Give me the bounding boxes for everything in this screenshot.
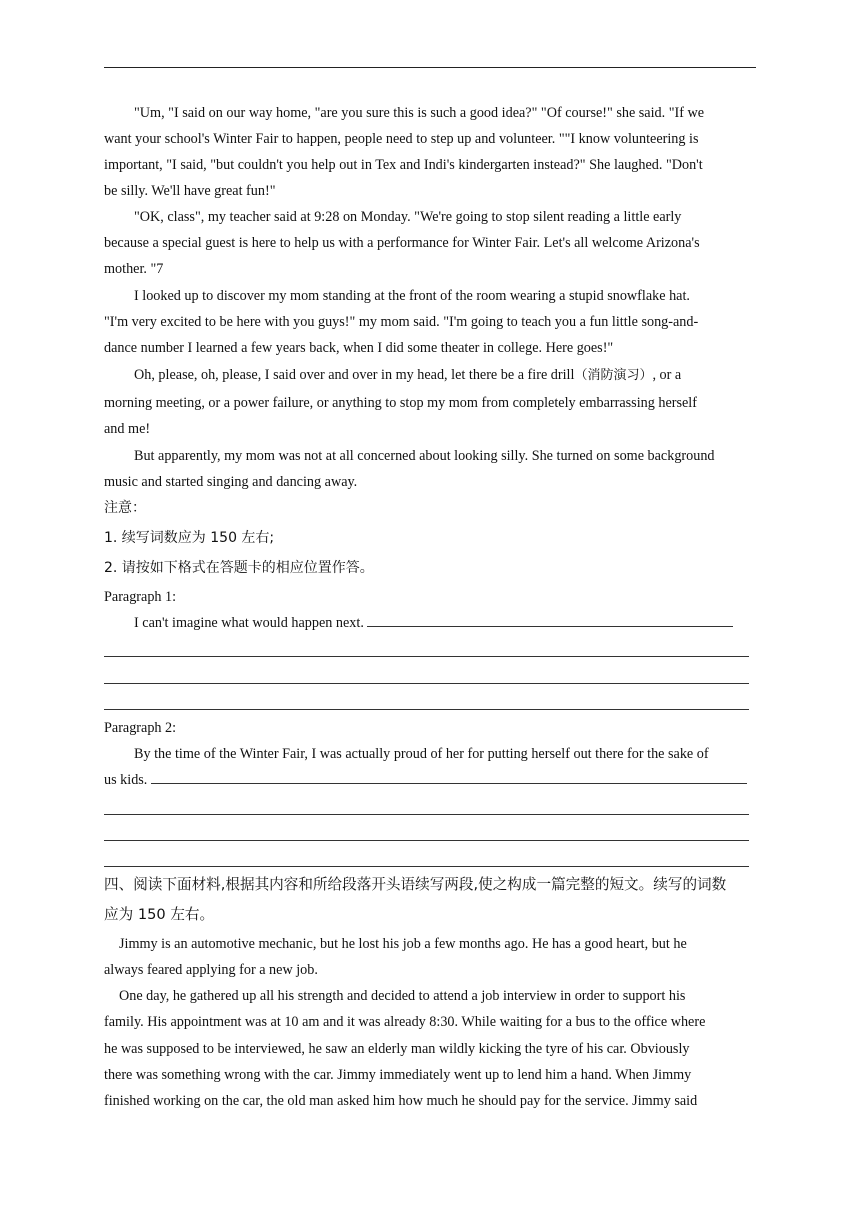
passage-line: I looked up to discover my mom standing at the front of the room wearing a stupid snowflake hat. xyxy=(134,288,690,304)
passage-line: because a special guest is here to help us with a performance for Winter Fair. Let's all welcome Arizona's xyxy=(104,235,700,251)
answer-blank xyxy=(367,614,733,627)
opening-sentence: I can't imagine what would happen next. xyxy=(134,615,364,631)
passage-line: mother. "7 xyxy=(104,261,164,277)
notes-item: 2. 请按如下格式在答题卡的相应位置作答。 xyxy=(104,560,374,576)
passage-line: want your school's Winter Fair to happen, people need to step up and volunteer. ""I know volunteering is xyxy=(104,131,699,147)
passage-line xyxy=(104,362,756,389)
passage-line: and me! xyxy=(104,421,151,437)
chinese-gloss: （消防演习） xyxy=(574,368,653,383)
answer-line xyxy=(104,866,749,867)
passage-line: be silly. We'll have great fun!" xyxy=(104,183,276,199)
passage-line: dance number I learned a few years back, when I did some theater in college. Here goes!" xyxy=(104,340,614,356)
passage-line: "I'm very excited to be here with you guys!" my mom said. "I'm going to teach you a fun little song-and- xyxy=(104,314,699,330)
paragraph2-label: Paragraph 2: xyxy=(104,720,177,736)
story-line: family. His appointment was at 10 am and it was already 8:30. While waiting for a bus to the office where xyxy=(104,1014,706,1030)
story-line: there was something wrong with the car. Jimmy immediately went up to lend him a hand. When Jimmy xyxy=(104,1067,692,1083)
paragraph2-opening xyxy=(104,767,756,793)
passage-line: "Um, "I said on our way home, "are you sure this is such a good idea?" "Of course!" she said. "If we xyxy=(134,105,705,121)
passage-text: , or a xyxy=(652,367,682,383)
story-line: he was supposed to be interviewed, he saw an elderly man wildly kicking the tyre of his car. Obviously xyxy=(104,1041,690,1057)
passage-line: "OK, class", my teacher said at 9:28 on Monday. "We're going to stop silent reading a little early xyxy=(134,209,682,225)
opening-sentence: us kids. xyxy=(104,772,148,788)
paragraph2-opening: By the time of the Winter Fair, I was actually proud of her for putting herself out there for the sake of xyxy=(134,746,709,762)
answer-line xyxy=(104,814,749,815)
answer-line xyxy=(104,656,749,657)
notes-heading: 注意： xyxy=(104,500,146,516)
answer-blank xyxy=(151,771,747,784)
story-line: Jimmy is an automotive mechanic, but he lost his job a few months ago. He has a good heart, but he xyxy=(119,936,687,952)
paragraph1-label: Paragraph 1: xyxy=(104,589,177,605)
passage-line: morning meeting, or a power failure, or anything to stop my mom from completely embarrassing herself xyxy=(104,395,697,411)
story-line: One day, he gathered up all his strength and decided to attend a job interview in order to support his xyxy=(119,988,686,1004)
answer-line xyxy=(104,840,749,841)
notes-item: 1. 续写词数应为 150 左右; xyxy=(104,530,275,546)
passage-line: important, "I said, "but couldn't you help out in Tex and Indi's kindergarten instead?" She laughed. "Don't xyxy=(104,157,703,173)
answer-line xyxy=(104,709,749,710)
passage-text: Oh, please, oh, please, I said over and over in my head, let there be a fire drill xyxy=(134,367,575,383)
section-heading: 应为 150 左右。 xyxy=(104,906,215,923)
story-line: always feared applying for a new job. xyxy=(104,962,318,978)
section-heading: 四、阅读下面材料,根据其内容和所给段落开头语续写两段,使之构成一篇完整的短文。续写的词数 xyxy=(104,876,727,893)
passage-line: music and started singing and dancing away. xyxy=(104,474,358,490)
answer-line xyxy=(104,683,749,684)
paragraph1-opening xyxy=(104,610,756,636)
story-line: finished working on the car, the old man asked him how much he should pay for the service. Jimmy said xyxy=(104,1093,698,1109)
passage-line: But apparently, my mom was not at all concerned about looking silly. She turned on some background xyxy=(134,448,715,464)
header-rule xyxy=(104,67,756,68)
